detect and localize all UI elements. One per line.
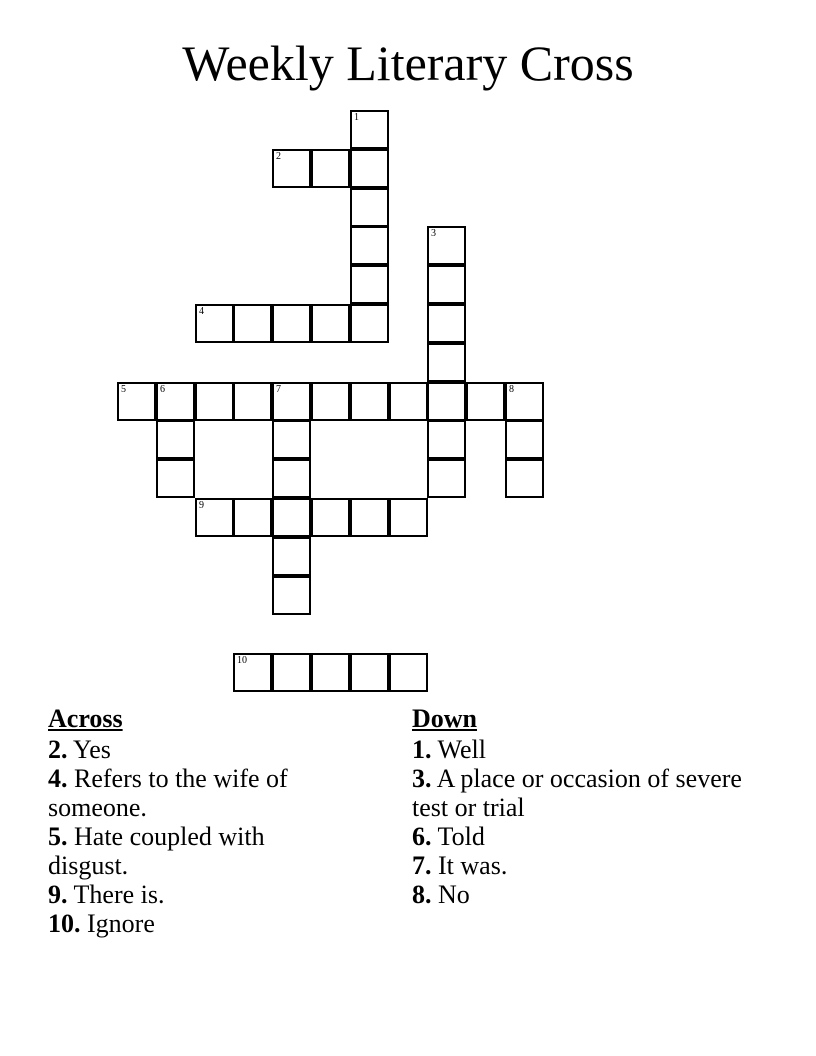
clue-text: It was. (438, 851, 508, 880)
grid-cell[interactable] (195, 498, 234, 537)
clue-number: 3. (412, 764, 432, 793)
clue-text: Refers to the wife of someone. (48, 764, 288, 822)
grid-cell[interactable] (427, 459, 466, 498)
grid-cell[interactable] (427, 226, 466, 265)
grid-cell[interactable] (311, 498, 350, 537)
grid-cell[interactable] (427, 343, 466, 382)
grid-cell[interactable] (427, 265, 466, 304)
clue-text: Well (437, 735, 486, 764)
grid-cell[interactable] (350, 149, 389, 188)
grid-cell[interactable] (272, 537, 311, 576)
grid-cell[interactable] (427, 382, 466, 421)
grid-cell[interactable] (350, 498, 389, 537)
cell-number: 2 (276, 151, 281, 162)
down-clue (412, 880, 742, 909)
grid-cell[interactable] (350, 653, 389, 692)
cell-number: 9 (199, 500, 204, 511)
clue-text: Yes (73, 735, 111, 764)
across-clue (48, 880, 348, 909)
grid-cell[interactable] (156, 459, 195, 498)
clue-text: Ignore (87, 909, 155, 938)
down-clue (412, 851, 742, 880)
cell-number: 6 (160, 384, 165, 395)
cell-number: 3 (431, 228, 436, 239)
clue-number: 4. (48, 764, 68, 793)
clue-text: A place or occasion of severe test or trial (412, 764, 742, 822)
cell-number: 4 (199, 306, 204, 317)
down-clue (412, 735, 742, 764)
grid-cell[interactable] (350, 265, 389, 304)
grid-cell[interactable] (311, 304, 350, 343)
grid-cell[interactable] (195, 304, 234, 343)
clue-number: 10. (48, 909, 81, 938)
across-clue (48, 909, 348, 938)
grid-cell[interactable] (350, 304, 389, 343)
cell-number: 5 (121, 384, 126, 395)
grid-cell[interactable] (350, 110, 389, 149)
grid-cell[interactable] (272, 304, 311, 343)
grid-cell[interactable] (156, 382, 195, 421)
grid-cell[interactable] (272, 149, 311, 188)
clue-text: No (438, 880, 470, 909)
clue-number: 8. (412, 880, 432, 909)
across-clue (48, 735, 348, 764)
clue-number: 1. (412, 735, 432, 764)
grid-cell[interactable] (272, 498, 311, 537)
cell-number: 10 (237, 655, 247, 666)
clue-text: Hate coupled with disgust. (48, 822, 265, 880)
clue-number: 6. (412, 822, 432, 851)
clue-text: Told (437, 822, 485, 851)
down-clue (412, 764, 742, 822)
grid-cell[interactable] (233, 382, 272, 421)
grid-cell[interactable] (233, 498, 272, 537)
grid-cell[interactable] (311, 653, 350, 692)
grid-cell[interactable] (505, 382, 544, 421)
grid-cell[interactable] (350, 226, 389, 265)
grid-cell[interactable] (427, 304, 466, 343)
across-heading: Across (48, 704, 123, 733)
across-clues (48, 704, 348, 938)
grid-cell[interactable] (389, 382, 428, 421)
grid-cell[interactable] (350, 188, 389, 227)
grid-cell[interactable] (272, 382, 311, 421)
clue-number: 2. (48, 735, 68, 764)
down-clues (412, 704, 742, 909)
page-title: Weekly Literary Cross (182, 35, 634, 91)
grid-cell[interactable] (233, 653, 272, 692)
cell-number: 1 (354, 112, 359, 123)
grid-cell[interactable] (117, 382, 156, 421)
down-heading: Down (412, 704, 478, 733)
grid-cell[interactable] (311, 382, 350, 421)
grid-cell[interactable] (272, 420, 311, 459)
grid-cell[interactable] (389, 498, 428, 537)
grid-cell[interactable] (311, 149, 350, 188)
cell-number: 8 (509, 384, 514, 395)
grid-cell[interactable] (505, 459, 544, 498)
clue-number: 7. (412, 851, 432, 880)
grid-cell[interactable] (272, 576, 311, 615)
across-clue (48, 764, 348, 822)
clue-number: 9. (48, 880, 68, 909)
grid-cell[interactable] (505, 420, 544, 459)
grid-cell[interactable] (272, 459, 311, 498)
grid-cell[interactable] (389, 653, 428, 692)
clue-number: 5. (48, 822, 68, 851)
across-clue (48, 822, 348, 880)
grid-cell[interactable] (156, 420, 195, 459)
grid-cell[interactable] (195, 382, 234, 421)
grid-cell[interactable] (427, 420, 466, 459)
grid-cell[interactable] (272, 653, 311, 692)
cell-number: 7 (276, 384, 281, 395)
grid-cell[interactable] (466, 382, 505, 421)
down-clue (412, 822, 742, 851)
grid-cell[interactable] (350, 382, 389, 421)
clue-text: There is. (73, 880, 165, 909)
grid-cell[interactable] (233, 304, 272, 343)
